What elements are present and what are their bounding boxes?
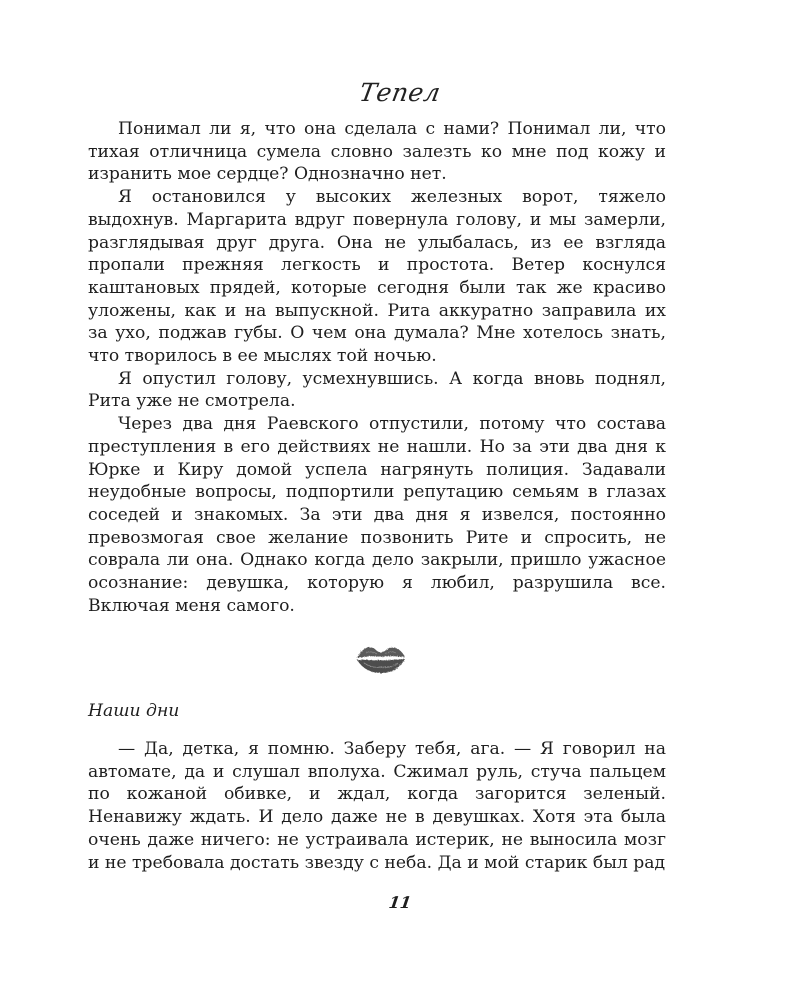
main-text-part1 (88, 118, 666, 617)
paragraph: — Да, детка, я помню. Заберу тебя, ага. — Я говорил на автомате, да и слушал вполуха. Сжимал руль, стуча пальцем по кожаной обивке, и ждал, когда загорится зеленый. Ненавижу ждать. И дело даже не в девушках. Хотя эта была очень даже ничего: не устраивала истерик, не выносила мозг и не требовала достать звезду с неба. Да и мой старик был рад (88, 739, 666, 873)
lips-kiss-icon (354, 642, 408, 676)
page-number: 11 (387, 893, 413, 912)
section-label: Наши дни (88, 701, 180, 721)
paragraph: Я опустил голову, усмехнувшись. А когда вновь поднял, Рита уже не смотрела. (88, 368, 666, 412)
main-text-part2 (88, 738, 666, 874)
paragraph: Я остановился у высоких железных ворот, тяжело выдохнув. Маргарита вдруг повернула голову, и мы замерли, разглядывая друг друга. Она не улыбалась, из ее взгляда пропали прежняя легкость и простота. Ветер коснулся каштановых прядей, которые сегодня были так же красиво уложены, как и на выпускной. Рита аккуратно заправила их за ухо, поджав губы. О чем она думала? Мне хотелось знать, что творилось в ее мыслях той ночью. (88, 187, 666, 367)
paragraph: Через два дня Раевского отпустили, потому что состава преступления в его действиях не нашли. Но за эти два дня к Юрке и Киру домой успела нагрянуть полиция. Задавали неудобные вопросы, подпортили репутацию семьям в глазах соседей и знакомых. За эти два дня я извелся, постоянно превозмогая свое желание позвонить Рите и спросить, не соврала ли она. Однако когда дело закрыли, пришло ужасное осознание: девушка, которую я любил, разрушила все. Включая меня самого. (88, 414, 666, 616)
running-title: Тепел (357, 78, 443, 107)
paragraph: Понимал ли я, что она сделала с нами? Понимал ли, что тихая отличница сумела словно залезть ко мне под кожу и изранить мое сердце? Однозначно нет. (88, 119, 666, 185)
